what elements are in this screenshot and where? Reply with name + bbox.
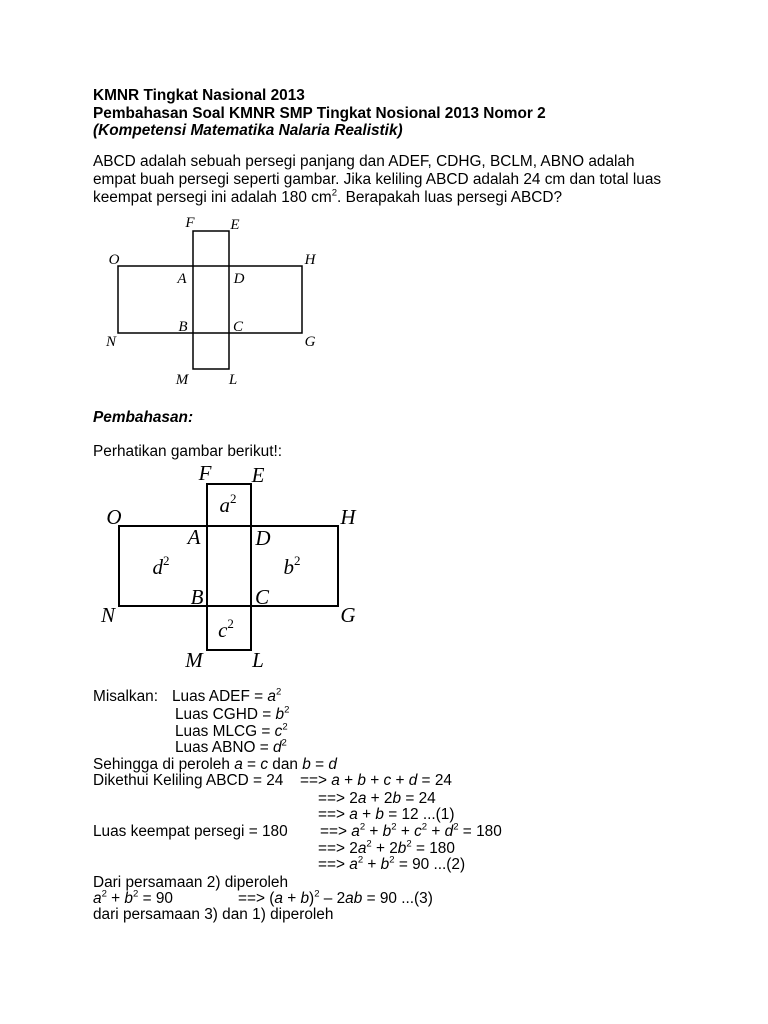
eq-exponent: 2: [359, 821, 366, 833]
fig1-vertex-H: H: [304, 252, 316, 268]
eq-variable: c: [383, 772, 392, 789]
eq-variable: b: [375, 806, 384, 823]
eq-text: +: [363, 856, 381, 873]
area-base: b: [283, 555, 294, 579]
fig2-vertex-F: F: [198, 461, 212, 485]
fig2-area-left: [153, 553, 170, 579]
fig2-vertex-B: B: [190, 585, 204, 609]
eq-variable: b: [124, 890, 133, 907]
fig1-vertex-L: L: [228, 372, 238, 388]
unit-exponent: 2: [331, 187, 338, 199]
eq-text: + 2: [371, 840, 398, 857]
eq-variable: b: [392, 790, 402, 807]
area-base: c: [218, 618, 228, 642]
eq-text: +: [427, 823, 445, 840]
eq-variable: b: [357, 772, 366, 789]
eq-exponent: 2: [389, 854, 395, 866]
eq-exponent: 2: [101, 888, 107, 900]
eq-text: dan: [268, 756, 303, 773]
fig2-vertex-G: G: [340, 603, 356, 627]
eq-variable: a: [357, 790, 367, 807]
eq-variable: a: [331, 772, 340, 789]
fig1-vertex-M: M: [175, 372, 189, 388]
fig1-horizontal-strip: [118, 266, 302, 333]
eq-variable: a: [267, 688, 276, 705]
eq-text: = 24: [417, 772, 452, 789]
eq-variable: d: [328, 756, 337, 773]
eq-variable: b: [275, 706, 285, 723]
eq-variable: d: [272, 739, 282, 756]
perimeter-step-3: [318, 806, 455, 824]
solution-intro: Perhatikan gambar berikut!:: [93, 443, 283, 460]
eq-exponent: 2: [132, 888, 139, 900]
area-base: d: [152, 555, 163, 579]
eq-variable: a: [93, 890, 102, 907]
eq-text: ==>: [318, 806, 350, 823]
fig2-area-bottom: [218, 616, 234, 642]
fig1-vertex-D: D: [233, 271, 245, 287]
eq-text: +: [339, 772, 358, 789]
fig1-vertex-F: F: [185, 215, 195, 231]
eq-text: +: [282, 890, 301, 907]
solution-heading: Pembahasan:: [93, 409, 194, 426]
eq-variable: b: [302, 756, 311, 773]
eq-text: ): [309, 890, 315, 907]
eq-exponent: 2: [284, 704, 290, 716]
area-given: Luas keempat persegi = 180: [93, 823, 288, 840]
eq-exponent: 2: [406, 838, 412, 850]
problem-question: . Berapakah luas persegi ABCD?: [337, 189, 563, 206]
eq-exponent: 2: [421, 821, 428, 833]
fig2-vertex-H: H: [340, 505, 356, 529]
eq-text: ==> (: [238, 890, 275, 907]
eq-text: +: [396, 823, 415, 840]
fig2-vertex-L: L: [252, 648, 264, 672]
eq-variable: a: [274, 890, 283, 907]
eq-text: Luas CGHD =: [175, 706, 276, 723]
competency-note: (Kompetensi Matematika Nalaria Realistik): [93, 122, 403, 139]
eq-exponent: 2: [453, 821, 459, 833]
eq-text: ==> 2: [318, 840, 358, 857]
eq-text: Luas MLCG =: [175, 723, 275, 740]
fig1-vertex-A: A: [177, 271, 187, 287]
from-equation-2: Dari persamaan 2) diperoleh: [93, 874, 289, 891]
eq-exponent: 2: [366, 838, 372, 850]
let-item-adef: [172, 688, 281, 706]
eq-text: +: [391, 772, 409, 789]
eq-variable: a: [349, 806, 358, 823]
eq-text: = 90 ...(2): [394, 856, 466, 873]
eq-text: ==> 2: [318, 790, 358, 807]
eq-text: Sehingga di peroleh: [93, 756, 235, 773]
eq-exponent: 2: [275, 686, 282, 698]
fig2-vertex-A: A: [187, 525, 201, 549]
eq-variable: d: [408, 772, 418, 789]
area-exponent: 2: [163, 553, 170, 568]
fig2-vertex-C: C: [254, 585, 270, 609]
fig1-vertical-strip: [193, 231, 229, 369]
area-base: a: [219, 493, 230, 517]
eq-text: +: [365, 772, 384, 789]
eq-variable: b: [380, 856, 390, 873]
eq-variable: b: [300, 890, 310, 907]
eq-text: = 90: [138, 890, 173, 907]
eq-variable: c: [414, 823, 422, 840]
fig1-vertex-G: G: [304, 334, 316, 350]
fig2-vertex-M: M: [185, 648, 203, 672]
eq-text: = 180: [458, 823, 502, 840]
eq-text: = 12 ...(1): [383, 806, 455, 823]
area-exponent: 2: [230, 491, 237, 506]
eq-text: ==>: [318, 856, 350, 873]
eq-text: Luas ABNO =: [175, 739, 273, 756]
eq-exponent: 2: [314, 888, 320, 900]
fig1-vertex-N: N: [105, 334, 117, 350]
fig2-vertex-O: O: [106, 505, 122, 529]
eq-text: =: [310, 756, 329, 773]
fig2-vertex-E: E: [251, 463, 265, 487]
eq-text: ==>: [320, 823, 352, 840]
let-item-abno: [175, 739, 287, 757]
eq-text: =: [242, 756, 261, 773]
eq-text: ==>: [300, 772, 332, 789]
let-label: Misalkan:: [93, 688, 159, 705]
eq-variable: a: [234, 756, 243, 773]
fig2-vertex-N: N: [100, 603, 116, 627]
eq-text: + 2: [366, 790, 393, 807]
problem-line-1: ABCD adalah sebuah persegi panjang dan ADEF, CDHG, BCLM, ABNO adalah: [93, 153, 635, 170]
eq-variable: ab: [345, 890, 363, 907]
from-equations-3-and-1: dari persamaan 3) dan 1) diperoleh: [93, 906, 334, 923]
eq-text: +: [365, 823, 383, 840]
eq-text: +: [357, 806, 376, 823]
fig1-vertex-O: O: [108, 252, 120, 268]
eq-variable: d: [444, 823, 454, 840]
eq-exponent: 2: [357, 854, 364, 866]
problem-text: keempat persegi ini adalah 180 cm: [93, 189, 332, 206]
fig2-area-right: [284, 553, 301, 579]
area-step-3: [318, 856, 465, 874]
area-exponent: 2: [294, 553, 301, 568]
figure-1-diagram: [95, 205, 330, 395]
fig2-area-top: [220, 491, 237, 517]
fig1-vertex-C: C: [232, 319, 244, 335]
fig1-vertex-E: E: [230, 217, 240, 233]
eq-text: = 90 ...(3): [362, 890, 433, 907]
eq-variable: b: [382, 823, 392, 840]
figure-2-diagram: [95, 455, 370, 675]
eq-text: +: [106, 890, 125, 907]
eq-exponent: 2: [282, 721, 288, 733]
eq-text: Luas ADEF =: [172, 688, 268, 705]
document-subtitle: Pembahasan Soal KMNR SMP Tingkat Nosional 2013 Nomor 2: [93, 105, 546, 122]
let-item-cghd: [175, 706, 289, 724]
document-title: KMNR Tingkat Nasional 2013: [93, 87, 305, 104]
eq-variable: c: [274, 723, 283, 740]
eq-exponent: 2: [391, 821, 397, 833]
problem-line-2: empat buah persegi seperti gambar. Jika keliling ABCD adalah 24 cm dan total luas: [93, 171, 662, 188]
eq-text: – 2: [319, 890, 346, 907]
eq-variable: b: [397, 840, 407, 857]
area-exponent: 2: [227, 616, 234, 631]
perimeter-equation: [300, 772, 452, 790]
fig2-vertex-D: D: [255, 526, 271, 550]
eq-text: = 180: [411, 840, 455, 857]
eq-text: = 24: [401, 790, 436, 807]
eq-variable: a: [349, 856, 358, 873]
eq-variable: c: [260, 756, 269, 773]
eq-exponent: 2: [281, 737, 287, 749]
perimeter-given: Dikethui Keliling ABCD = 24: [93, 772, 284, 789]
eq-variable: a: [357, 840, 367, 857]
fig1-vertex-B: B: [178, 319, 188, 335]
eq-variable: a: [351, 823, 360, 840]
